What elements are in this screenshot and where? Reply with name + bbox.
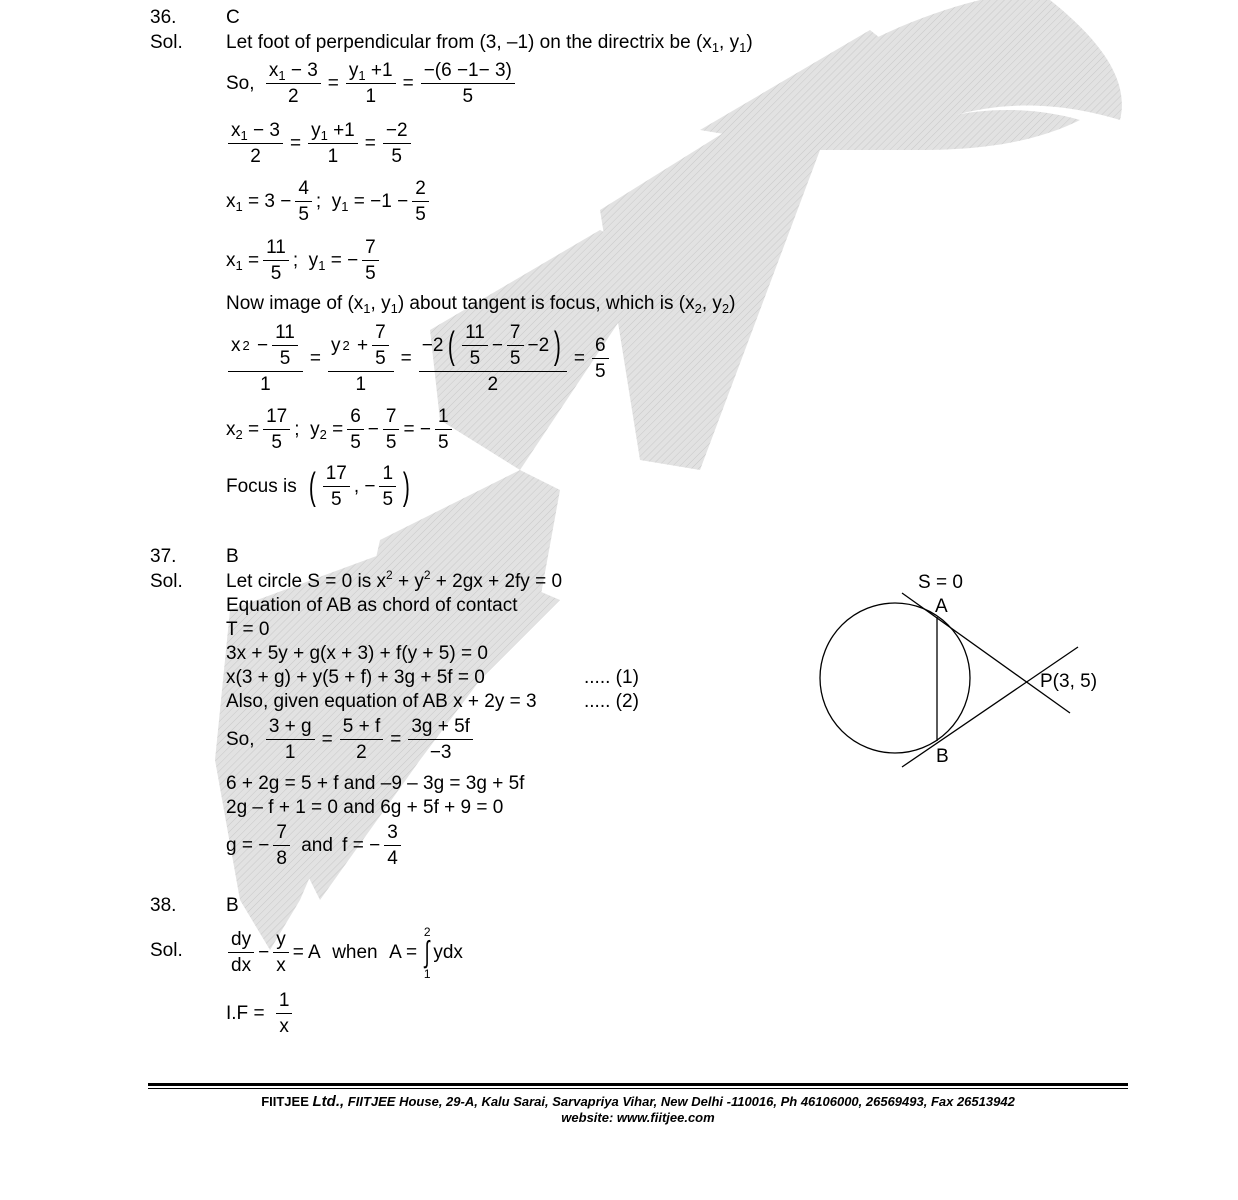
q36-eq5: x 2 − $\frac{11}{5}$ 1 = y 2 + $\frac{7}{5}$ 1 = −2 ( $\frac{11}{5}$ − $\frac{7}{5}$ −2 ) 2 = $\frac{6}{5}$ [226, 322, 611, 396]
q37-line8: 2g – f + 1 = 0 and 6g + 5f + 9 = 0 [226, 797, 504, 818]
q37-line2: Equation of AB as chord of contact [226, 595, 518, 616]
q36-eq3: $x_1 = 3$ − $\frac{4}{5}$ ; $y_1 = -1$ − $\frac{2}{5}$ [226, 178, 431, 226]
label-p: P(3, 5) [1040, 671, 1098, 692]
q37-line1: Let circle S = 0 is $x^2 + y^2 + 2gx + 2fy = 0$ [226, 568, 563, 592]
tangent-pa [902, 593, 1070, 713]
q36-answer: C [226, 7, 240, 28]
label-s: S = 0 [918, 572, 963, 593]
q36-eq6: $x_2$ = $\frac{17}{5}$ ; $y_2$ = $\frac{6}{5}$ − $\frac{7}{5}$ = − $\frac{1}{5}$ [226, 406, 454, 454]
q37-sol-label: Sol. [150, 571, 183, 592]
footer-rule-thin [148, 1088, 1128, 1089]
q36-eq4: $x_1$ = $\frac{11}{5}$ ; $y_1$ = − $\frac{7}{5}$ [226, 237, 381, 285]
q37-line5-tag: ..... (1) [584, 667, 639, 688]
q37-line6: Also, given equation of AB x + 2y = 3 [226, 691, 537, 712]
q36-line1: Let foot of perpendicular from (3, –1) on the directrix be ($x_1$, $y_1$) [226, 32, 753, 55]
circle-tangent-diagram [800, 565, 1120, 775]
tangent-pb [902, 647, 1078, 767]
q36-eq1: So, $\frac{x_1 - 3}{2}$ = $\frac{y_1 +1}{1}$ = $\frac{-(6 -1- 3)}{5}$ [226, 60, 517, 108]
footer-website: website: www.fiitjee.com [561, 1110, 715, 1125]
q36-focus: Focus is ( $\frac{17}{5}$ , − $\frac{1}{5}$ ) [226, 463, 410, 510]
q37-line4: 3x + 5y + g(x + 3) + f(y + 5) = 0 [226, 643, 488, 664]
q38-eq1: $\frac{dy}{dx}$ − $\frac{y}{x}$ = A when A = 2 ∫ 1 ydx [226, 926, 463, 980]
q37-line6-tag: ..... (2) [584, 691, 639, 712]
q38-number: 38. [150, 895, 177, 916]
footer-address-text: FIITJEE House, 29-A, Kalu Sarai, Sarvapriya Vihar, New Delhi -110016, Ph 46106000, 26569493, Fax 26513942 [347, 1094, 1015, 1109]
label-a: A [935, 596, 948, 617]
footer-address [148, 1094, 1128, 1110]
q37-eq-ratio: So, $\frac{3 + g}{1}$ = $\frac{5 + f}{2}$ = $\frac{3g + 5f}{-3}$ [226, 716, 475, 764]
q37-line5: x(3 + g) + y(5 + f) + 3g + 5f = 0 [226, 667, 485, 688]
label-b: B [936, 746, 949, 767]
q37-number: 37. [150, 546, 177, 567]
footer-ltd: Ltd., [312, 1093, 345, 1110]
q38-answer: B [226, 895, 239, 916]
q38-if: I.F = $\frac{1}{x}$ [226, 990, 294, 1038]
q36-number: 36. [150, 7, 177, 28]
q36-eq2: $\frac{x_1 - 3}{2}$ = $\frac{y_1 +1}{1}$ = $\frac{-2}{5}$ [226, 120, 413, 168]
q36-now-image: Now image of ($x_1$, $y_1$) about tangent is focus, which is ($x_2$, $y_2$) [226, 293, 736, 316]
footer-brand: FIITJEE [261, 1094, 309, 1109]
q37-line3: T = 0 [226, 619, 270, 640]
q37-answer: B [226, 546, 239, 567]
q37-line7: 6 + 2g = 5 + f and –9 – 3g = 3g + 5f [226, 773, 525, 794]
q36-sol-label: Sol. [150, 32, 183, 53]
q38-sol-label: Sol. [150, 940, 183, 961]
q37-result: g = − $\frac{7}{8}$ and f = − $\frac{3}{4}$ [226, 822, 403, 870]
footer-rule-thick [148, 1083, 1128, 1086]
